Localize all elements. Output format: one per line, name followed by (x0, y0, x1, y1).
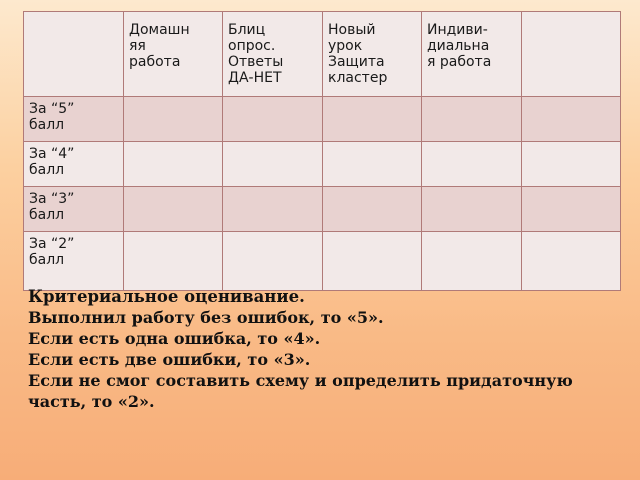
table-cell (223, 97, 323, 142)
table-cell (323, 187, 422, 232)
corner-cell (24, 12, 124, 97)
criteria-line-3: Если есть две ошибки, то «3». (28, 350, 311, 369)
table-cell (522, 232, 621, 291)
col-header-empty (522, 12, 621, 97)
table-cell (522, 97, 621, 142)
col-header-homework: Домашн яя работа (124, 12, 223, 97)
table-cell (124, 232, 223, 291)
row-header-4: За “4” балл (24, 142, 124, 187)
grading-table (23, 11, 621, 291)
row-header-3: За “3” балл (24, 187, 124, 232)
criteria-block (28, 286, 628, 412)
table-cell (223, 142, 323, 187)
table-cell (223, 232, 323, 291)
row-header-5: За “5” балл (24, 97, 124, 142)
criteria-line-5: Выполнил работу без ошибок, то «5». (28, 308, 384, 327)
criteria-line-4: Если есть одна ошибка, то «4». (28, 329, 321, 348)
table-cell (422, 187, 522, 232)
table-cell (422, 232, 522, 291)
criteria-line-2: Если не смог составить схему и определить придаточную часть, то «2». (28, 371, 573, 411)
table-cell (124, 142, 223, 187)
table-cell (323, 232, 422, 291)
criteria-title: Критериальное оценивание. (28, 287, 305, 306)
table-cell (522, 187, 621, 232)
table-cell (124, 97, 223, 142)
row-header-2: За “2” балл (24, 232, 124, 291)
table-cell (422, 142, 522, 187)
table-cell (422, 97, 522, 142)
col-header-blitz: Блиц опрос. Ответы ДА-НЕТ (223, 12, 323, 97)
table-cell (223, 187, 323, 232)
col-header-individual: Индиви- диальна я работа (422, 12, 522, 97)
col-header-new-lesson: Новый урок Защита кластер (323, 12, 422, 97)
table-cell (323, 97, 422, 142)
table-cell (124, 187, 223, 232)
table-cell (522, 142, 621, 187)
table-cell (323, 142, 422, 187)
